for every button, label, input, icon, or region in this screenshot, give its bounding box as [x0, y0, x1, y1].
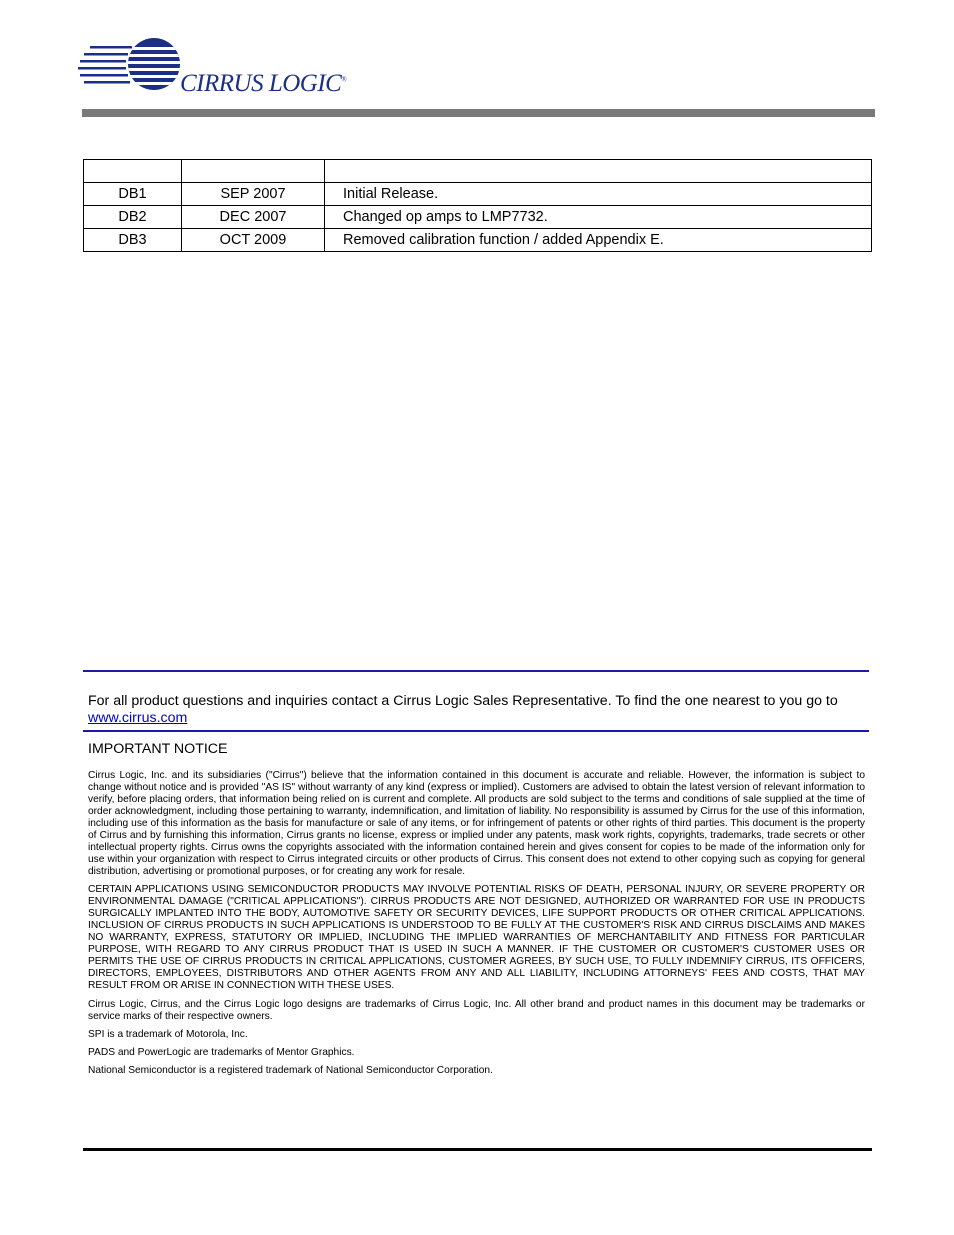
contact-paragraph [88, 693, 868, 727]
cirrus-website-link[interactable]: www.cirrus.com [88, 710, 188, 726]
revision-cell: DB2 [84, 206, 182, 229]
revision-cell: DB1 [84, 183, 182, 206]
divider-bottom [83, 730, 869, 732]
table-header-row [84, 160, 872, 183]
notice-paragraph-spi: SPI is a trademark of Motorola, Inc. [88, 1029, 248, 1040]
revision-history-table [83, 159, 872, 252]
contact-text: For all product questions and inquiries contact a Cirrus Logic Sales Representative. To find the one nearest to you go to [88, 693, 838, 709]
notice-paragraph-pads: PADS and PowerLogic are trademarks of Mentor Graphics. [88, 1047, 355, 1058]
notice-paragraph-national: National Semiconductor is a registered trademark of National Semiconductor Corporation. [88, 1065, 493, 1076]
table-row [84, 183, 872, 206]
date-cell: OCT 2009 [182, 229, 325, 252]
logo-wordmark: CIRRUS LOGIC® [180, 70, 347, 97]
table-header-cell [325, 160, 872, 183]
table-row [84, 206, 872, 229]
divider-top [83, 670, 869, 672]
important-notice-title: IMPORTANT NOTICE [88, 741, 228, 757]
notice-paragraph-critical-applications: CERTAIN APPLICATIONS USING SEMICONDUCTOR PRODUCTS MAY INVOLVE POTENTIAL RISKS OF DEATH, PERSONAL INJURY, OR SEVERE PROPERTY OR ENVIRONMENTAL DAMAGE ("CRITICAL APPLICATIONS"). CIRRUS PRODUCTS ARE NOT DESIGNED, AUTHORIZED OR WARRANTED FOR USE IN PRODUCTS SURGICALLY IMPLANTED INTO THE BODY, AUTOMOTIVE SAFETY OR SECURITY DEVICES, LIFE SUPPORT PRODUCTS OR OTHER CRITICAL APPLICATIONS. INCLUSION OF CIRRUS PRODUCTS IN SUCH APPLICATIONS IS UNDERSTOOD TO BE FULLY AT THE CUSTOMER'S RISK AND CIRRUS DISCLAIMS AND MAKES NO WARRANTY, EXPRESS, STATUTORY OR IMPLIED, INCLUDING THE IMPLIED WARRANTIES OF MERCHANTABILITY AND FITNESS FOR PARTICULAR PURPOSE, WITH REGARD TO ANY CIRRUS PRODUCT THAT IS USED IN SUCH A MANNER. IF THE CUSTOMER OR CUSTOMER'S CUSTOMER USES OR PERMITS THE USE OF CIRRUS PRODUCTS IN CRITICAL APPLICATIONS, CUSTOMER AGREES, BY SUCH USE, TO FULLY INDEMNIFY CIRRUS, ITS OFFICERS, DIRECTORS, EMPLOYEES, DISTRIBUTORS AND OTHER AGENTS FROM ANY AND ALL LIABILITY, INCLUDING ATTORNEYS' FEES AND COSTS, THAT MAY RESULT FROM OR ARISE IN CONNECTION WITH THESE USES. [88, 884, 865, 991]
table-header-cell [84, 160, 182, 183]
changes-cell: Initial Release. [325, 183, 872, 206]
changes-cell: Changed op amps to LMP7732. [325, 206, 872, 229]
table-row [84, 229, 872, 252]
table-header-cell [182, 160, 325, 183]
notice-paragraph-disclaimer: Cirrus Logic, Inc. and its subsidiaries ("Cirrus") believe that the information contained in this document is accurate and reliable. However, the information is subject to change without notice and is provided "AS IS" without warranty of any kind (express or implied). Customers are advised to obtain the latest version of relevant information to verify, before placing orders, that information being relied on is current and complete. All products are sold subject to the terms and conditions of sale supplied at the time of order acknowledgment, including those pertaining to warranty, indemnification, and limitation of liability. No responsibility is assumed by Cirrus for the use of this information, including use of this information as the basis for manufacture or sale of any items, or for infringement of patents or other rights of third parties. This document is the property of Cirrus and by furnishing this information, Cirrus grants no license, express or implied under any patents, mask work rights, copyrights, trademarks, trade secrets or other intellectual property rights. Cirrus owns the copyrights associated with the information contained herein and gives consent for copies to be made of the information only for use within your organization with respect to Cirrus integrated circuits or other products of Cirrus. This consent does not extend to other copying such as copying for general distribution, advertising or promotional purposes, or for creating any work for resale. [88, 770, 865, 877]
revision-cell: DB3 [84, 229, 182, 252]
date-cell: SEP 2007 [182, 183, 325, 206]
header-bar [82, 109, 875, 117]
notice-paragraph-trademarks: Cirrus Logic, Cirrus, and the Cirrus Logic logo designs are trademarks of Cirrus Logic, Inc. All other brand and product names in this document may be trademarks or service marks of their respective owners. [88, 999, 865, 1022]
changes-cell: Removed calibration function / added Appendix E. [325, 229, 872, 252]
date-cell: DEC 2007 [182, 206, 325, 229]
logo-globe-icon [76, 38, 196, 102]
footer-rule [83, 1148, 872, 1151]
